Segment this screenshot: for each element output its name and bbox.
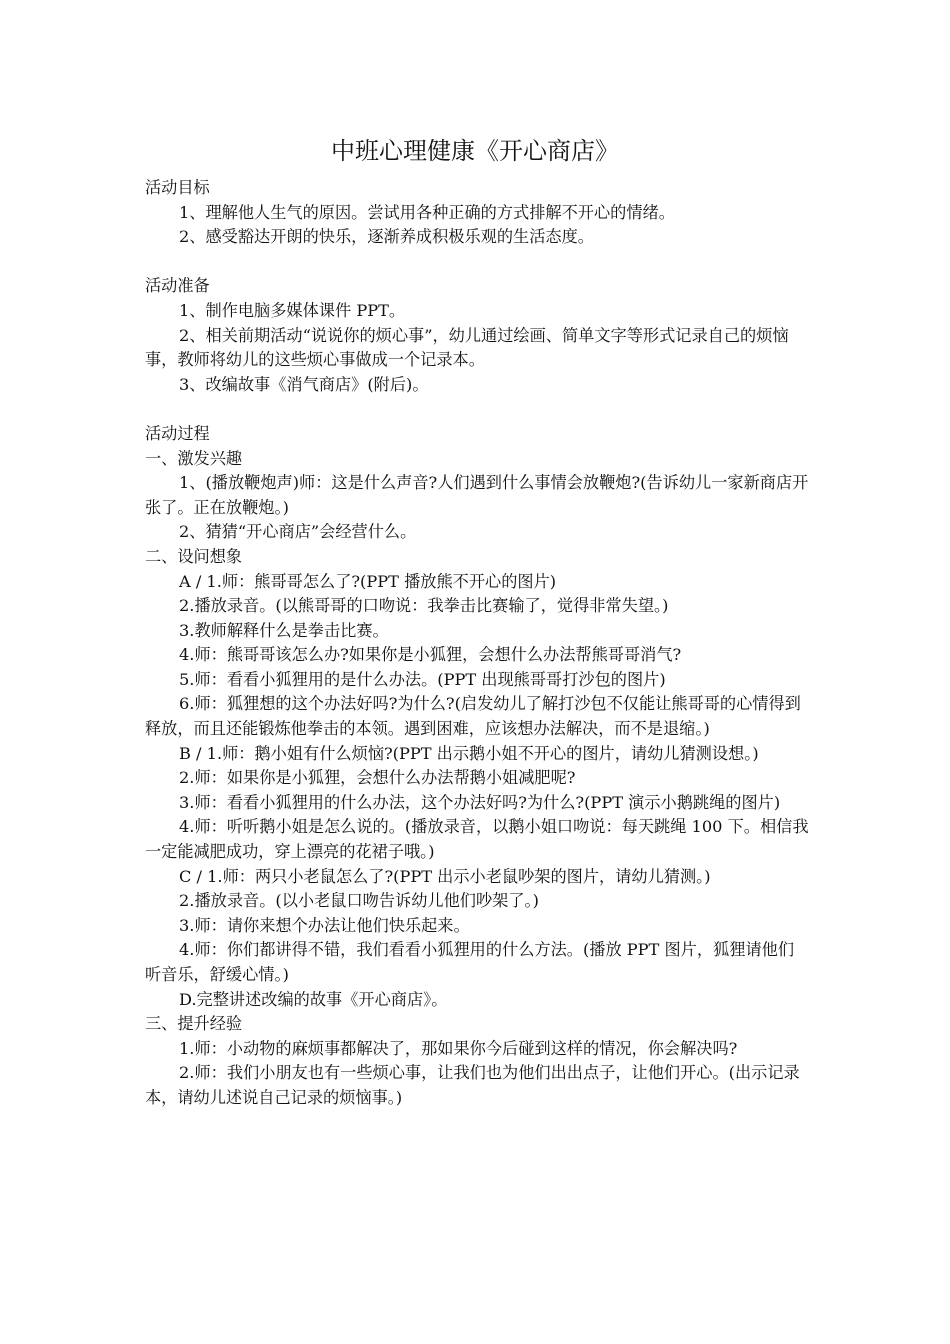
prep-item: 3、改编故事《消气商店》(附后)。 [179, 374, 429, 394]
process-item: 2、猜猜“开心商店”会经营什么。 [179, 522, 417, 542]
process-item: 6.师：狐狸想的这个办法好吗?为什么?(启发幼儿了解打沙包不仅能让熊哥哥的心情得到释放，而且还能锻炼他拳击的本领。遇到困难，应该想办法解决，而不是退缩。) [145, 694, 801, 739]
section-heading-prep: 活动准备 [145, 276, 210, 296]
subsection-heading-3: 三、提升经验 [145, 1014, 243, 1034]
process-item: 3.教师解释什么是拳击比赛。 [179, 620, 389, 640]
process-item: C / 1.师：两只小老鼠怎么了?(PPT 出示小老鼠吵架的图片，请幼儿猜测。) [179, 866, 711, 886]
process-item: 2.播放录音。(以熊哥哥的口吻说：我拳击比赛输了，觉得非常失望。) [179, 596, 669, 616]
process-item: 3.师：请你来想个办法让他们快乐起来。 [179, 915, 470, 935]
process-item: 4.师：你们都讲得不错，我们看看小狐狸用的什么方法。(播放 PPT 图片，狐狸请他们听音乐，舒缓心情。) [145, 940, 795, 984]
document-body [145, 176, 810, 1111]
process-item: 4.师：熊哥哥该怎么办?如果你是小狐狸，会想什么办法帮熊哥哥消气? [179, 645, 682, 665]
process-item: 4.师：听听鹅小姐是怎么说的。(播放录音，以鹅小姐口吻说：每天跳绳 100 下。相信我一定能减肥成功，穿上漂亮的花裙子哦。) [145, 817, 809, 862]
process-item: 2.播放录音。(以小老鼠口吻告诉幼儿他们吵架了。) [179, 891, 539, 911]
section-heading-process: 活动过程 [145, 423, 210, 443]
goal-item: 2、感受豁达开朗的快乐，逐渐养成积极乐观的生活态度。 [179, 227, 594, 247]
prep-item: 2、相关前期活动“说说你的烦心事”，幼儿通过绘画、简单文字等形式记录自己的烦恼事，教师将幼儿的这些烦心事做成一个记录本。 [145, 325, 789, 370]
process-item: 1.师：小动物的麻烦事都解决了，那如果你今后碰到这样的情况，你会解决吗? [179, 1038, 738, 1058]
process-item: 3.师：看看小狐狸用的什么办法，这个办法好吗?为什么?(PPT 演示小鹅跳绳的图片) [179, 792, 781, 812]
process-item: 5.师：看看小狐狸用的是什么办法。(PPT 出现熊哥哥打沙包的图片) [179, 669, 666, 689]
page-title: 中班心理健康《开心商店》 [331, 137, 619, 165]
process-item: 2.师：如果你是小狐狸，会想什么办法帮鹅小姐减肥呢? [179, 768, 576, 788]
section-heading-goals: 活动目标 [145, 178, 210, 197]
subsection-heading-2: 二、设问想象 [145, 546, 243, 566]
process-item: A / 1.师：熊哥哥怎么了?(PPT 播放熊不开心的图片) [179, 571, 557, 591]
prep-item: 1、制作电脑多媒体课件 PPT。 [179, 300, 406, 320]
process-item: B / 1.师：鹅小姐有什么烦恼?(PPT 出示鹅小姐不开心的图片，请幼儿猜测设想。) [179, 743, 759, 763]
goal-item: 1、理解他人生气的原因。尝试用各种正确的方式排解不开心的情绪。 [179, 202, 675, 222]
process-item: D.完整讲述改编的故事《开心商店》。 [179, 989, 448, 1009]
process-item: 2.师：我们小朋友也有一些烦心事，让我们也为他们出出点子，让他们开心。(出示记录本，请幼儿述说自己记录的烦恼事。) [145, 1063, 800, 1107]
process-item: 1、(播放鞭炮声)师：这是什么声音?人们遇到什么事情会放鞭炮?(告诉幼儿一家新商店开张了。正在放鞭炮。) [145, 473, 809, 517]
subsection-heading-1: 一、激发兴趣 [145, 448, 243, 468]
